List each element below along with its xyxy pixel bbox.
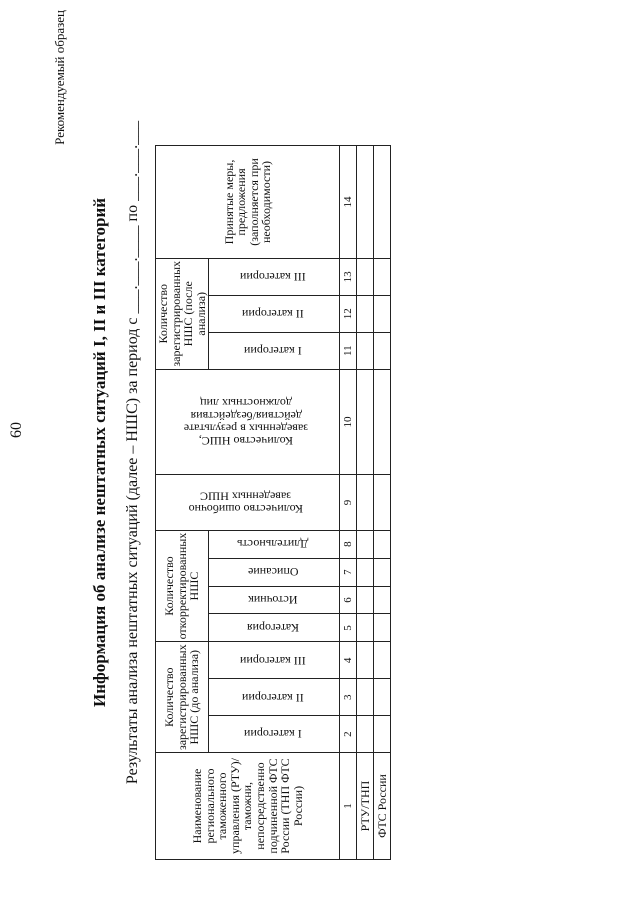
col-num: 12 bbox=[340, 295, 357, 332]
header-corrected-description bbox=[209, 558, 340, 586]
header-before-cat3-text: III категории bbox=[240, 653, 306, 668]
table-cell[interactable] bbox=[374, 642, 391, 679]
col-num: 8 bbox=[340, 530, 357, 558]
table-cell[interactable] bbox=[374, 558, 391, 586]
table-cell[interactable] bbox=[357, 642, 374, 679]
table-cell[interactable] bbox=[374, 530, 391, 558]
header-corrected-description-text: Описание bbox=[247, 565, 299, 580]
table-cell[interactable] bbox=[357, 475, 374, 530]
table-cell[interactable] bbox=[357, 258, 374, 295]
header-before-cat1-text: I категории bbox=[244, 727, 302, 742]
header-registered-after: Количество зарегистрированных НШС (после анализа) bbox=[156, 258, 209, 369]
col-num: 6 bbox=[340, 586, 357, 614]
header-before-cat1 bbox=[209, 716, 340, 753]
table-cell[interactable] bbox=[357, 614, 374, 642]
header-corrected-source bbox=[209, 586, 340, 614]
header-corrected-category-text: Категория bbox=[247, 621, 300, 636]
col-num: 1 bbox=[340, 753, 357, 860]
header-corrected-duration bbox=[209, 530, 340, 558]
col-num: 11 bbox=[340, 332, 357, 369]
table-row bbox=[374, 146, 391, 860]
header-after-cat2 bbox=[209, 295, 340, 332]
table-cell[interactable] bbox=[357, 558, 374, 586]
table-cell[interactable] bbox=[374, 716, 391, 753]
table-cell[interactable] bbox=[357, 332, 374, 369]
col-num: 7 bbox=[340, 558, 357, 586]
table-cell[interactable] bbox=[374, 614, 391, 642]
header-before-cat2-text: II категории bbox=[242, 690, 304, 705]
header-after-cat1-text: I категории bbox=[244, 343, 302, 358]
header-after-cat1 bbox=[209, 332, 340, 369]
table-cell[interactable] bbox=[357, 586, 374, 614]
table-cell[interactable] bbox=[374, 475, 391, 530]
header-registered-before: Количество зарегистрированных НШС (до анализа) bbox=[156, 642, 209, 753]
recommended-label: Рекомендуемый образец bbox=[52, 10, 67, 145]
header-after-cat2-text: II категории bbox=[242, 307, 304, 322]
table-cell[interactable] bbox=[374, 586, 391, 614]
table-cell[interactable] bbox=[374, 679, 391, 716]
page-subtitle: Результаты анализа нештатных ситуаций (далее – НШС) за период с ___.___.____ по ___.___.___ bbox=[124, 120, 141, 785]
col-num: 14 bbox=[340, 146, 357, 259]
col-num: 10 bbox=[340, 369, 357, 475]
header-officials bbox=[156, 369, 340, 475]
table-cell[interactable] bbox=[357, 716, 374, 753]
col-num: 13 bbox=[340, 258, 357, 295]
table-cell[interactable] bbox=[357, 369, 374, 475]
header-corrected-source-text: Источник bbox=[248, 593, 298, 608]
col-num: 2 bbox=[340, 716, 357, 753]
header-wrong bbox=[156, 475, 340, 530]
col-num: 5 bbox=[340, 614, 357, 642]
header-before-cat2 bbox=[209, 679, 340, 716]
row-label-rtu: РТУ/ТНП bbox=[357, 753, 374, 860]
table-cell[interactable] bbox=[374, 295, 391, 332]
header-measures: Принятые меры, предложения (заполняется при необходимости) bbox=[156, 146, 340, 259]
table-cell[interactable] bbox=[374, 332, 391, 369]
page-title: Информация об анализе нештатных ситуаций I, II и III категорий bbox=[90, 197, 109, 708]
header-rtu-name: Наименование регионального таможенного управления (РТУ)/таможни, непосредственно подчиненной ФТС России (ТНП ФТС России) bbox=[156, 753, 340, 860]
page-number: 60 bbox=[8, 422, 25, 438]
table-cell[interactable] bbox=[357, 530, 374, 558]
header-after-cat3 bbox=[209, 258, 340, 295]
header-corrected: Количество откорректированных НШС bbox=[156, 530, 209, 642]
header-before-cat3 bbox=[209, 642, 340, 679]
table-row bbox=[357, 146, 374, 860]
header-after-cat3-text: III категории bbox=[240, 270, 306, 285]
table-cell[interactable] bbox=[357, 679, 374, 716]
header-officials-text: Количество НШС, заведенных в результате действия/бездействия должностных лиц bbox=[184, 396, 309, 449]
header-corrected-category bbox=[209, 614, 340, 642]
table-cell[interactable] bbox=[357, 146, 374, 259]
table-cell[interactable] bbox=[357, 295, 374, 332]
col-num: 4 bbox=[340, 642, 357, 679]
header-wrong-text: Количество ошибочно заведенных НШС bbox=[189, 489, 304, 517]
row-label-fts: ФТС России bbox=[374, 753, 391, 860]
analysis-table bbox=[155, 145, 391, 860]
table-cell[interactable] bbox=[374, 369, 391, 475]
table-cell[interactable] bbox=[374, 146, 391, 259]
col-num: 3 bbox=[340, 679, 357, 716]
table-cell[interactable] bbox=[374, 258, 391, 295]
col-num: 9 bbox=[340, 475, 357, 530]
header-corrected-duration-text: Длительность bbox=[237, 537, 309, 552]
column-number-row bbox=[340, 146, 357, 860]
